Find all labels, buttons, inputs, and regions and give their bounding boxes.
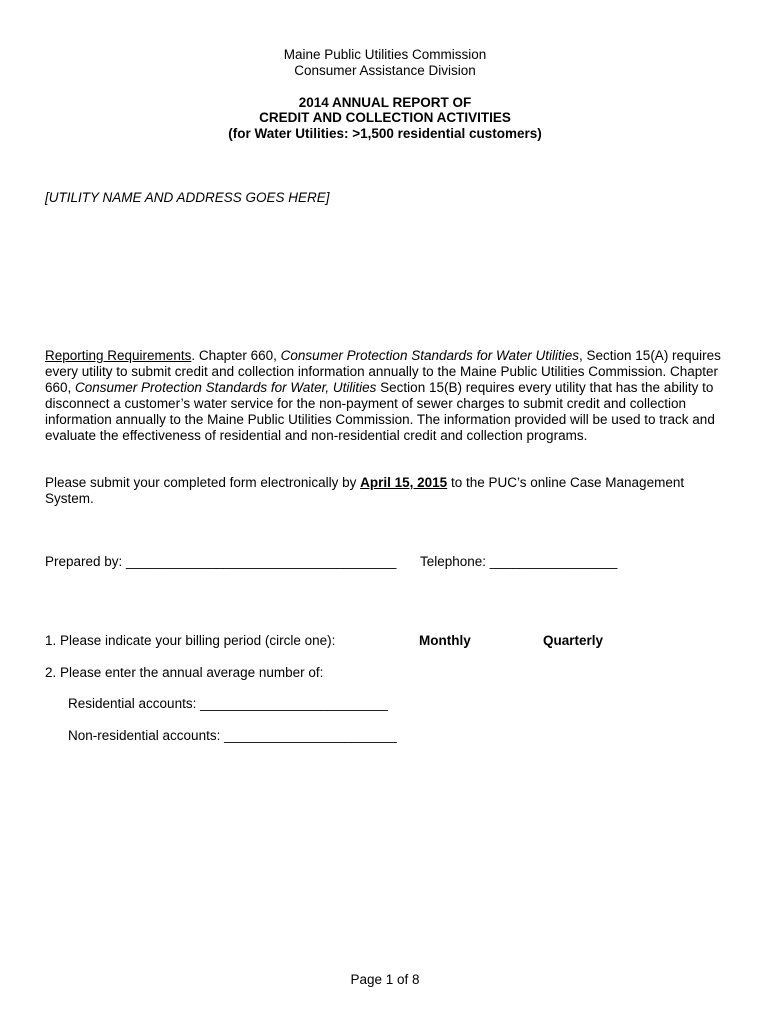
- residential-accounts-field[interactable]: Residential accounts: _________________________: [68, 696, 388, 711]
- requirements-heading: Reporting Requirements: [45, 348, 192, 363]
- option-quarterly[interactable]: Quarterly: [543, 633, 604, 648]
- org-name: Maine Public Utilities Commission: [283, 47, 487, 62]
- utility-placeholder: [UTILITY NAME AND ADDRESS GOES HERE]: [45, 190, 330, 205]
- question-billing-period: 1. Please indicate your billing period (circle one):: [45, 633, 336, 648]
- prepared-by-field[interactable]: Prepared by: ____________________________________: [45, 554, 397, 569]
- submission-instructions: Please submit your completed form electronically by April 15, 2015 to the PUC’s online Case Management System.: [45, 475, 685, 506]
- telephone-field[interactable]: Telephone: _________________: [420, 554, 618, 569]
- report-scope: (for Water Utilities: >1,500 residential customers): [228, 126, 542, 141]
- page-number: Page 1 of 8: [350, 972, 420, 987]
- nonresidential-accounts-field[interactable]: Non-residential accounts: _______________________: [68, 728, 397, 743]
- report-title: 2014 ANNUAL REPORT OF: [298, 95, 472, 110]
- report-subtitle: CREDIT AND COLLECTION ACTIVITIES: [259, 110, 511, 125]
- due-date: April 15, 2015: [360, 475, 448, 490]
- option-monthly[interactable]: Monthly: [419, 633, 471, 648]
- division-name: Consumer Assistance Division: [294, 63, 476, 78]
- question-account-counts: 2. Please enter the annual average number of:: [45, 665, 324, 680]
- reporting-requirements: Reporting Requirements. Chapter 660, Consumer Protection Standards for Water Utilities, Section 15(A) requires every utility to submit credit and collection information annually to the Maine Public Utilities Commission. Chapter 660, Consumer Protection Standards for Water, Utilities Section 15(B) requires every utility that has the ability to disconnect a customer’s water service for the non-payment of sewer charges to submit credit and collection information annually to the Maine Public Utilities Commission. The information provided will be used to track and evaluate the effectiveness of residential and non-residential credit and collection programs.: [45, 348, 721, 443]
